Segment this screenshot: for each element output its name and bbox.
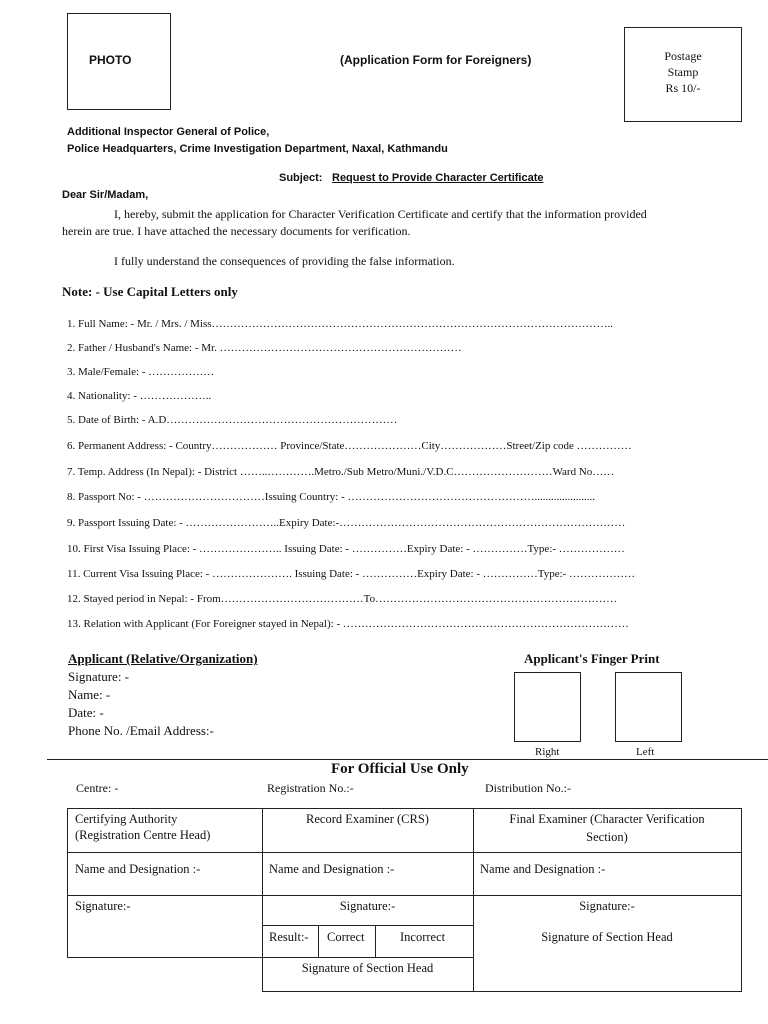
paragraph-1-line-1: I, hereby, submit the application for Character Verification Certificate and certify that the information provided (114, 207, 647, 221)
official-divider (47, 759, 768, 760)
registration-no-field[interactable]: Registration No.:- (267, 781, 354, 795)
certifying-authority-title-2: (Registration Centre Head) (75, 828, 211, 842)
field-current-visa[interactable]: 11. Current Visa Issuing Place: - …………………. Issuing Date: - ……………Expiry Date: - ……………Type:- ……………… (67, 568, 636, 580)
name-designation-col1[interactable]: Name and Designation :- (75, 862, 201, 876)
paragraph-1-line-2: herein are true. I have attached the necessary documents for verification. (62, 224, 411, 238)
field-relation[interactable]: 13. Relation with Applicant (For Foreigner stayed in Nepal): - …………………………………………………………………… (67, 618, 629, 630)
addressee-line-1: Additional Inspector General of Police, (67, 126, 270, 138)
final-examiner-title-2: Section) (586, 830, 628, 844)
right-fingerprint-box (514, 672, 581, 742)
section-head-signature-col2[interactable]: Signature of Section Head (301, 961, 434, 975)
official-heading: For Official Use Only (331, 761, 469, 777)
field-gender[interactable]: 3. Male/Female: - ……………… (67, 366, 215, 378)
section-head-signature-col3[interactable]: Signature of Section Head (541, 930, 673, 944)
subject-label: Subject: (279, 172, 323, 184)
name-designation-col2[interactable]: Name and Designation :- (269, 862, 395, 876)
name-designation-col3[interactable]: Name and Designation :- (480, 862, 606, 876)
applicant-heading: Applicant (Relative/Organization) (68, 651, 258, 666)
applicant-name[interactable]: Name: - (68, 687, 111, 702)
stamp-line-2: Stamp (667, 65, 699, 79)
fingerprint-heading: Applicant's Finger Print (524, 651, 660, 666)
result-label: Result:- (269, 930, 309, 944)
field-date-of-birth[interactable]: 5. Date of Birth: - A.D……………………………………………………… (67, 414, 398, 426)
addressee-line-2: Police Headquarters, Crime Investigation Department, Naxal, Kathmandu (67, 143, 448, 155)
signature-col3[interactable]: Signature:- (579, 899, 635, 913)
field-passport-no[interactable]: 8. Passport No: - ……………………………Issuing Country: - ……………………………………………...................... (67, 491, 595, 503)
field-full-name[interactable]: 1. Full Name: - Mr. / Mrs. / Miss……………………………………………………………………………………………….. (67, 318, 614, 330)
left-fingerprint-box (615, 672, 682, 742)
subject-text: Request to Provide Character Certificate (332, 172, 544, 184)
capital-letters-note: Note: - Use Capital Letters only (62, 284, 238, 299)
field-first-visa[interactable]: 10. First Visa Issuing Place: - ………………….. Issuing Date: - ……………Expiry Date: - ……………Type:- ……………… (67, 543, 625, 555)
distribution-no-field[interactable]: Distribution No.:- (485, 781, 571, 795)
field-permanent-address[interactable]: 6. Permanent Address: - Country……………… Province/State…………………City………………Street/Zip code …………… (67, 440, 632, 452)
applicant-signature[interactable]: Signature: - (68, 669, 130, 684)
salutation: Dear Sir/Madam, (62, 189, 149, 201)
paragraph-2: I fully understand the consequences of providing the false information. (114, 254, 455, 268)
applicant-contact[interactable]: Phone No. /Email Address:- (68, 723, 214, 738)
signature-col1[interactable]: Signature:- (75, 899, 131, 913)
applicant-date[interactable]: Date: - (68, 705, 104, 720)
stamp-line-1: Postage (664, 49, 702, 63)
centre-field[interactable]: Centre: - (76, 781, 119, 795)
stamp-line-3: Rs 10/- (665, 81, 701, 95)
correct-option[interactable]: Correct (327, 930, 365, 944)
record-examiner-title: Record Examiner (CRS) (306, 812, 429, 826)
photo-label: PHOTO (89, 53, 132, 67)
certifying-authority-title-1: Certifying Authority (75, 812, 178, 826)
form-title: (Application Form for Foreigners) (340, 53, 532, 67)
field-temp-address[interactable]: 7. Temp. Address (In Nepal): - District ……..………….Metro./Sub Metro/Muni./V.D.C………………………Ward No…… (67, 466, 615, 478)
right-label: Right (535, 746, 560, 758)
field-nationality[interactable]: 4. Nationality: - ……………….. (67, 390, 212, 402)
field-stayed-period[interactable]: 12. Stayed period in Nepal: - From…………………………………To………………………………………………………… (67, 593, 618, 605)
field-father-husband-name[interactable]: 2. Father / Husband's Name: - Mr. ………………………………………………………… (67, 342, 462, 354)
final-examiner-title-1: Final Examiner (Character Verification (509, 812, 705, 826)
incorrect-option[interactable]: Incorrect (400, 930, 446, 944)
left-label: Left (636, 746, 655, 758)
signature-col2[interactable]: Signature:- (339, 899, 396, 913)
field-passport-issuing-date[interactable]: 9. Passport Issuing Date: - ……………………..Expiry Date:-…………………………………………………………………… (67, 517, 626, 529)
